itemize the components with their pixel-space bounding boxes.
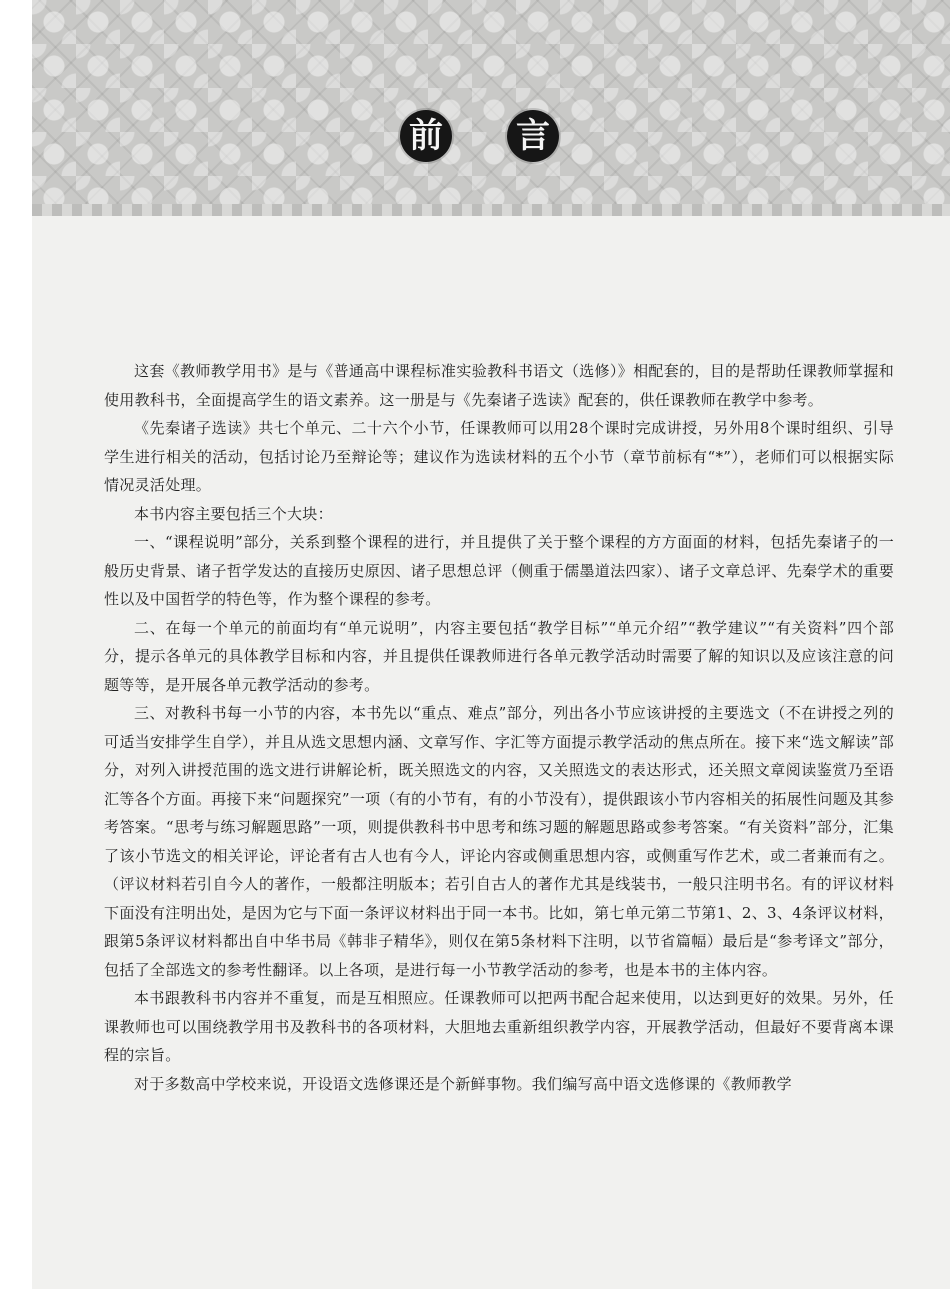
scan-left-margin [0, 0, 32, 1289]
paragraph: 本书跟教科书内容并不重复，而是互相照应。任课教师可以把两书配合起来使用，以达到更好的效果。另外，任课教师也可以围绕教学用书及教科书的各项材料，大胆地去重新组织教学内容，开展教学活动，但最好不要背离本课程的宗旨。 [104, 989, 894, 1064]
paragraph: 本书内容主要包括三个大块： [134, 504, 333, 523]
book-page [32, 0, 950, 1289]
paragraph: 二、在每一个单元的前面均有“单元说明”，内容主要包括“教学目标”“单元介绍”“教学建议”“有关资料”四个部分，提示各单元的具体教学目标和内容，并且提供任课教师进行各单元教学活动时需要了解的知识以及应该注意的问题等等，是开展各单元教学活动的参考。 [104, 618, 894, 694]
decorative-header-band [32, 0, 950, 212]
title-char-qian: 前 [400, 110, 452, 162]
paragraph: 一、“课程说明”部分，关系到整个课程的进行，并且提供了关于整个课程的方方面面的材料，包括先秦诸子的一般历史背景、诸子哲学发达的直接历史原因、诸子思想总评（侧重于儒墨道法四家）、诸子文章总评、先秦学术的重要性以及中国哲学的特色等，作为整个课程的参考。 [104, 533, 894, 608]
title-char-yan: 言 [507, 110, 559, 162]
paragraph: 三、对教科书每一小节的内容，本书先以“重点、难点”部分，列出各小节应该讲授的主要选文（不在讲授之列的可适当安排学生自学），并且从选文思想内涵、文章写作、字汇等方面提示教学活动的焦点所在。接下来“选文解读”部分，对列入讲授范围的选文进行讲解论析，既关照选文的内容，又关照选文的表达形式，还关照文章阅读鉴赏乃至语汇等各个方面。再接下来“问题探究”一项（有的小节有，有的小节没有），提供跟该小节内容相关的拓展性问题及其参考答案。“思考与练习解题思路”一项，则提供教科书中思考和练习题的解题思路或参考答案。“有关资料”部分，汇集了该小节选文的相关评论，评论者有古人也有今人，评论内容或侧重思想内容，或侧重写作艺术，或二者兼而有之。（评议材料若引自今人的著作，一般都注明版本；若引自古人的著作尤其是线装书，一般只注明书名。有的评议材料下面没有注明出处，是因为它与下面一条评议材料出于同一本书。比如，第七单元第二节第1、2、3、4条评议材料，跟第5条评议材料都出自中华书局《韩非子精华》，则仅在第5条材料下注明，以节省篇幅）最后是“参考译文”部分，包括了全部选文的参考性翻译。以上各项，是进行每一小节教学活动的参考，也是本书的主体内容。 [104, 704, 894, 979]
paragraph: 《先秦诸子选读》共七个单元、二十六个小节，任课教师可以用28个课时完成讲授，另外用8个课时组织、引导学生进行相关的活动，包括讨论乃至辩论等；建议作为选读材料的五个小节（章节前标有“*”），老师们可以根据实际情况灵活处理。 [104, 419, 894, 494]
preface-body [104, 357, 894, 1098]
header-border [32, 204, 950, 216]
paragraph: 这套《教师教学用书》是与《普通高中课程标准实验教科书语文（选修）》相配套的，目的是帮助任课教师掌握和使用教科书，全面提高学生的语文素养。这一册是与《先秦诸子选读》配套的，供任课教师在教学中参考。 [104, 362, 894, 409]
page-title [32, 110, 950, 170]
paragraph: 对于多数高中学校来说，开设语文选修课还是个新鲜事物。我们编写高中语文选修课的《教师教学 [134, 1074, 792, 1093]
